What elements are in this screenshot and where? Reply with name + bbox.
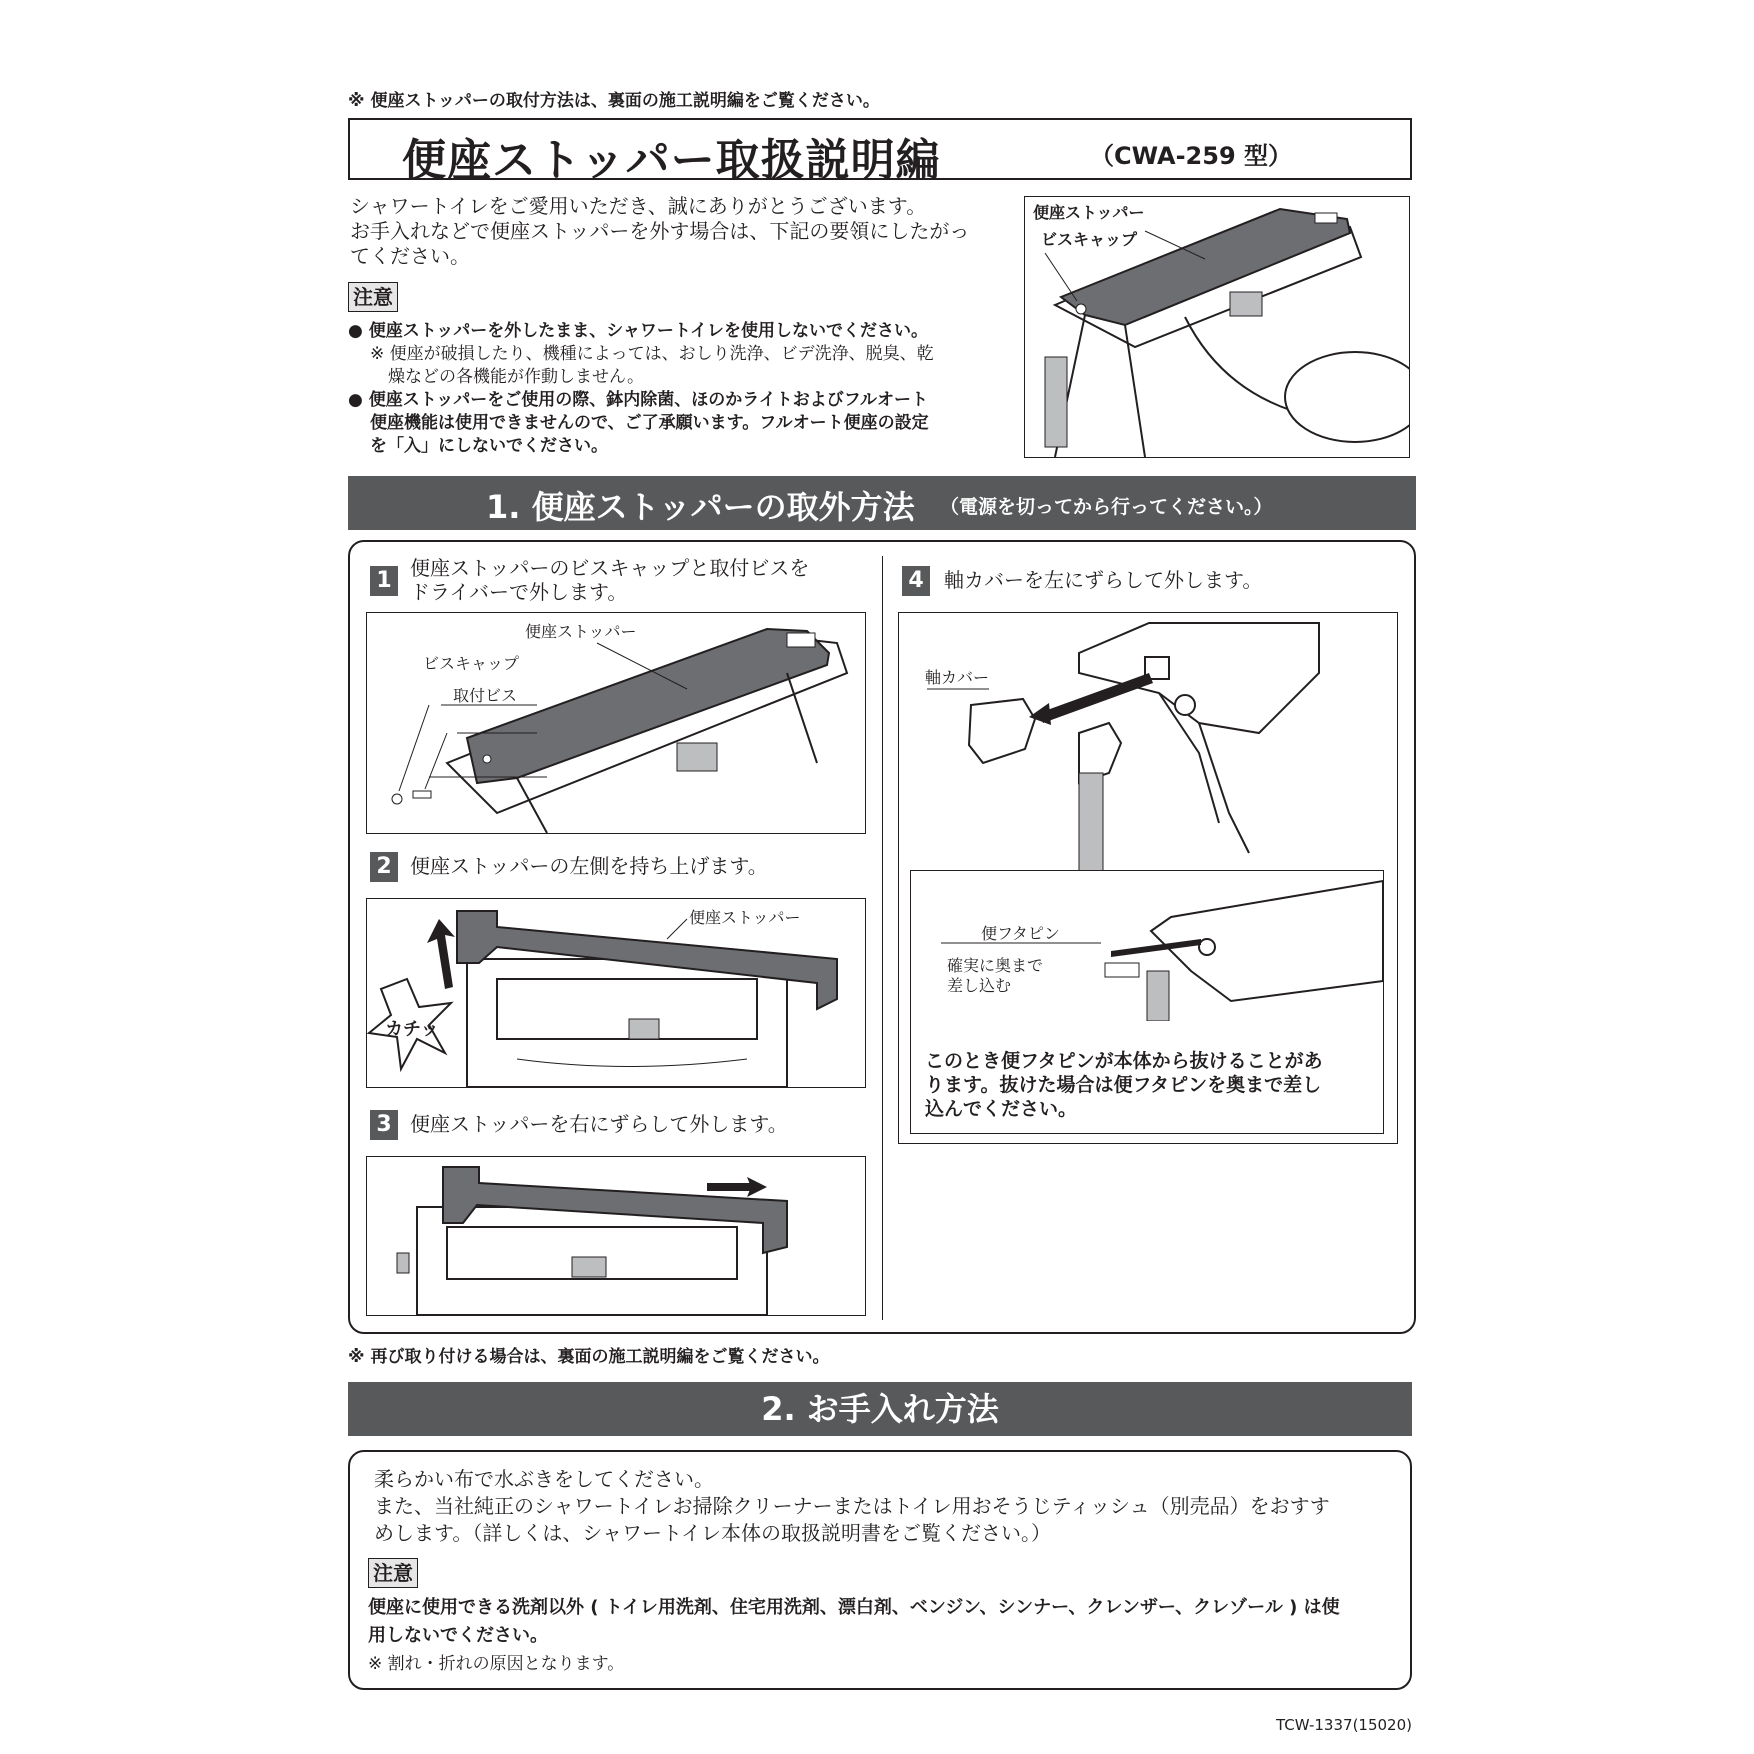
care-warning xyxy=(368,1594,1340,1678)
section1-subtitle: （電源を切ってから行ってください。） xyxy=(940,496,1273,518)
step3-text xyxy=(410,1112,788,1136)
caution-bullet: ● 便座ストッパーを外したまま、シャワートイレを使用しないでください。 xyxy=(348,321,929,341)
top-note: ※ 便座ストッパーの取付方法は、裏面の施工説明編をご覧ください。 xyxy=(348,91,880,111)
step1-label-stopper: 便座ストッパー xyxy=(525,622,637,641)
step4-inset xyxy=(910,870,1384,1134)
inset-note xyxy=(925,1049,1323,1121)
footer-code: TCW-1337(15020) xyxy=(1276,1716,1412,1734)
step1-text xyxy=(410,556,809,604)
step1-label-screw: 取付ビス xyxy=(453,686,518,705)
step-text-line: ドライバーで外します。 xyxy=(410,580,628,604)
column-divider xyxy=(882,556,883,1320)
step-text-line: 便座ストッパーのビスキャップと取付ビスを xyxy=(410,556,810,580)
intro-line: てください。 xyxy=(350,244,470,268)
step4-label-cover: 軸カバー xyxy=(925,668,990,687)
inset-label-insert: 差し込む xyxy=(947,976,1012,995)
care-warning-subnote: ※ 割れ・折れの原因となります。 xyxy=(368,1654,625,1674)
section1-header xyxy=(348,476,1416,530)
caution-tag: 注意 xyxy=(348,282,398,312)
care-caution-tag: 注意 xyxy=(368,1558,418,1588)
step-text-line: 軸カバーを左にずらして外します。 xyxy=(944,568,1263,592)
inset-note-line: ります。抜けた場合は便フタピンを奥まで差し xyxy=(925,1074,1322,1096)
section2-header xyxy=(348,1382,1412,1436)
step2-illustration xyxy=(367,899,865,1087)
model-number: （CWA-259 型） xyxy=(1090,142,1292,170)
step2-text xyxy=(410,854,768,878)
step-text-line: 便座ストッパーを右にずらして外します。 xyxy=(410,1112,788,1136)
overview-figure xyxy=(1024,196,1410,458)
reattach-note: ※ 再び取り付ける場合は、裏面の施工説明編をご覧ください。 xyxy=(348,1347,830,1367)
inset-note-line: 込んでください。 xyxy=(925,1098,1078,1120)
step1-illustration xyxy=(367,613,865,833)
care-warning-line: 便座に使用できる洗剤以外 ( トイレ用洗剤、住宅用洗剤、漂白剤、ベンジン、シンナー、クレンザー、クレゾール ) は使 xyxy=(368,1597,1340,1618)
step-number: 1 xyxy=(370,566,398,596)
overview-label-stopper: 便座ストッパー xyxy=(1033,203,1145,222)
intro-text xyxy=(350,194,1015,269)
overview-label-cap: ビスキャップ xyxy=(1041,230,1138,249)
step1-figure xyxy=(366,612,866,834)
caution-bullet: ● 便座ストッパーをご使用の際、鉢内除菌、ほのかライトおよびフルオート xyxy=(348,390,929,410)
step-number: 4 xyxy=(902,566,930,596)
step3-figure xyxy=(366,1156,866,1316)
step4-illustration xyxy=(899,613,1397,873)
step3-illustration xyxy=(367,1157,865,1315)
care-line: めします。（詳しくは、シャワートイレ本体の取扱説明書をご覧ください。） xyxy=(374,1521,1051,1545)
care-text xyxy=(374,1466,1330,1547)
caution-subnote: 燥などの各機能が作動しません。 xyxy=(388,367,645,387)
section1-title: 1. 便座ストッパーの取外方法 xyxy=(486,488,915,526)
step1-label-cap: ビスキャップ xyxy=(423,654,520,673)
page-title: 便座ストッパー取扱説明編 xyxy=(402,135,941,186)
inset-label-insert: 確実に奥まで xyxy=(947,956,1044,975)
care-warning-line: 用しないでください。 xyxy=(368,1625,548,1646)
caution-list xyxy=(348,320,1018,458)
intro-line: お手入れなどで便座ストッパーを外す場合は、下記の要領にしたがっ xyxy=(350,219,970,243)
inset-label-pin: 便フタピン xyxy=(981,924,1060,943)
inset-note-line: このとき便フタピンが本体から抜けることがあ xyxy=(925,1050,1323,1072)
section2-title: 2. お手入れ方法 xyxy=(761,1390,999,1428)
caution-subnote: ※ 便座が破損したり、機種によっては、おしり洗浄、ビデ洗浄、脱臭、乾 xyxy=(370,344,934,364)
step4-text xyxy=(944,568,1262,592)
overview-illustration xyxy=(1025,197,1409,457)
step2-label-click: カチッ xyxy=(385,1019,439,1040)
care-line: 柔らかい布で水ぶきをしてください。 xyxy=(374,1467,714,1491)
title-box xyxy=(348,118,1412,186)
step-number: 3 xyxy=(370,1110,398,1140)
caution-bullet-cont: を「入」にしないでください。 xyxy=(370,436,608,456)
step4-inset-illustration xyxy=(911,871,1383,1021)
care-line: また、当社純正のシャワートイレお掃除クリーナーまたはトイレ用おそうじティッシュ（別売品）をおすす xyxy=(374,1494,1330,1518)
intro-line: シャワートイレをご愛用いただき、誠にありがとうございます。 xyxy=(350,194,927,218)
step2-figure xyxy=(366,898,866,1088)
care-panel xyxy=(348,1450,1412,1690)
step-text-line: 便座ストッパーの左側を持ち上げます。 xyxy=(410,854,768,878)
caution-bullet-cont: 便座機能は使用できませんので、ご了承願います。フルオート便座の設定 xyxy=(370,413,929,433)
step2-label-stopper: 便座ストッパー xyxy=(689,908,801,927)
step-number: 2 xyxy=(370,852,398,882)
